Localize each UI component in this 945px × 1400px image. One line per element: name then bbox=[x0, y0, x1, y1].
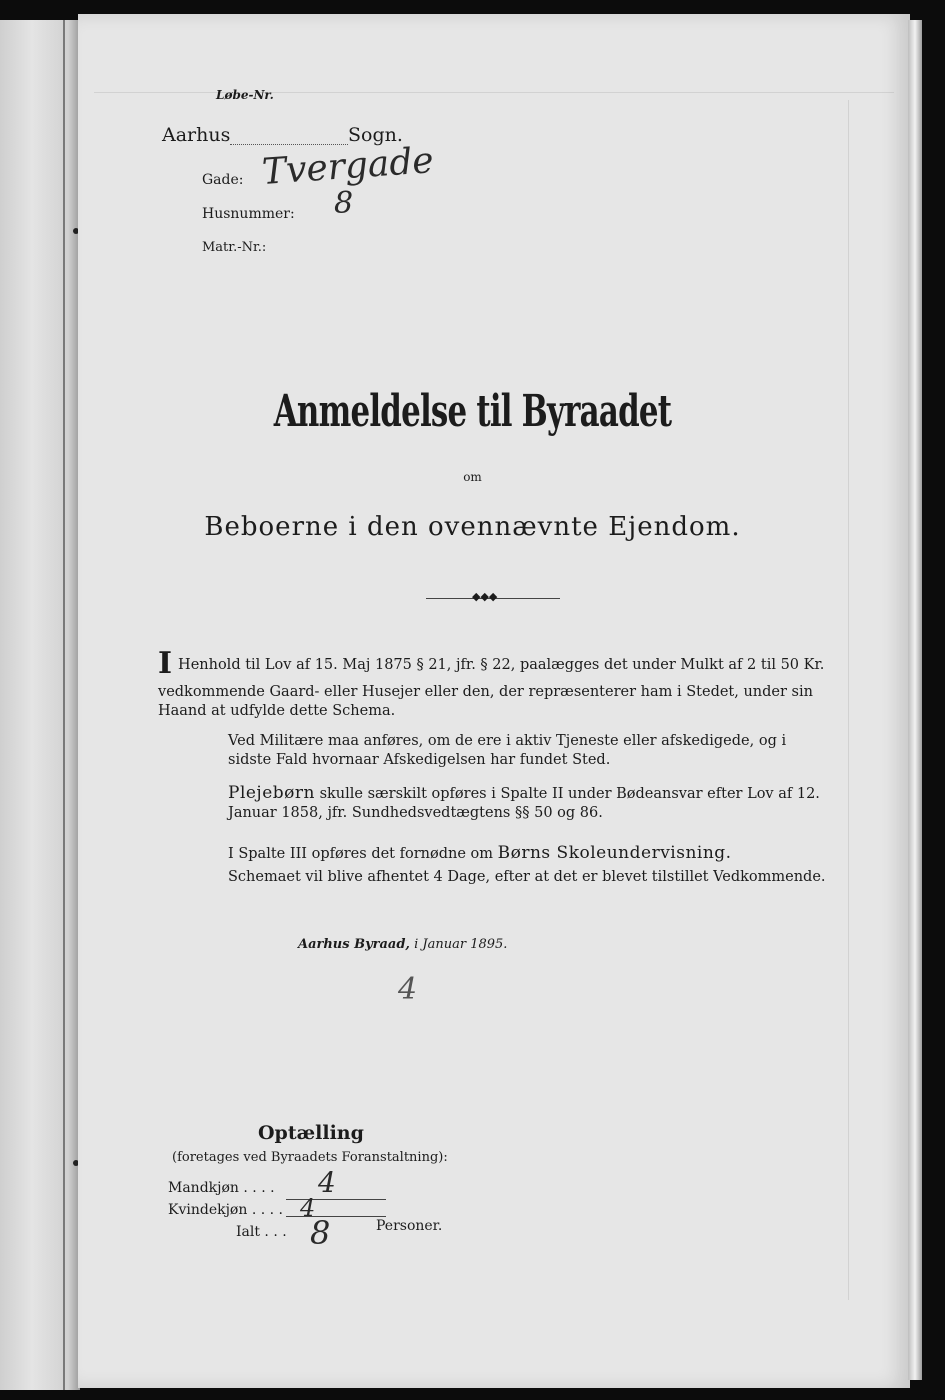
count-rule bbox=[286, 1216, 386, 1217]
bleed-through-line bbox=[94, 92, 894, 93]
page-edge bbox=[908, 20, 922, 1380]
kvinde-label: Kvindekjøn . . . . bbox=[168, 1202, 283, 1218]
kvinde-handwritten-value: 4 bbox=[300, 1194, 316, 1222]
city-label: Aarhus bbox=[162, 124, 231, 146]
instruction-paragraph-3: Plejebørn skulle særskilt opføres i Spalte II under Bødeansvar efter Lov af 12. Januar 1858, jfr. Sundhedsvedtægtens §§ 50 og 86. bbox=[228, 783, 820, 822]
left-page-fold bbox=[63, 20, 65, 1390]
matr-nr-label: Matr.-Nr.: bbox=[202, 240, 267, 255]
ialt-label: Ialt . . . bbox=[236, 1224, 287, 1240]
instruction-paragraph-5: Schemaet vil blive afhentet 4 Dage, efter at det er blevet tilstillet Vedkommende. bbox=[228, 869, 826, 885]
sogn-label: Sogn. bbox=[348, 124, 403, 146]
left-page-edge bbox=[0, 20, 80, 1390]
instruction-paragraph-1: I Henhold til Lov af 15. Maj 1875 § 21, jfr. § 22, paalægges det under Mulkt af 2 til 50 Kr. vedkommende Gaard- eller Husejer eller den, der repræsenterer ham i Stedet, under sin Haand at udfylde dette Schema. bbox=[158, 646, 825, 719]
drop-cap: I bbox=[158, 646, 173, 681]
count-subtitle: (foretages ved Byraadets Foranstaltning): bbox=[172, 1150, 448, 1165]
husnummer-label: Husnummer: bbox=[202, 206, 295, 222]
gade-handwritten-value: Tvergade bbox=[260, 140, 435, 193]
signature-line: Aarhus Byraad, i Januar 1895. bbox=[298, 937, 508, 952]
instruction-paragraph-4: I Spalte III opføres det fornødne om Børns Skoleundervisning. bbox=[228, 843, 732, 863]
ialt-handwritten-value: 8 bbox=[310, 1214, 331, 1252]
page-subtitle: Beboerne i den ovennævnte Ejendom. bbox=[204, 512, 741, 542]
ornament-diamonds: ◆◆◆ bbox=[472, 590, 498, 603]
husnummer-handwritten-value: 8 bbox=[334, 186, 354, 221]
bleed-through-line bbox=[848, 100, 849, 1300]
sogn-blank bbox=[230, 144, 348, 145]
gade-label: Gade: bbox=[202, 172, 244, 188]
mand-handwritten-value: 4 bbox=[318, 1166, 336, 1199]
title-om: om bbox=[463, 470, 482, 484]
lobe-nr-label: Løbe-Nr. bbox=[216, 88, 274, 102]
margin-mark: 4 bbox=[398, 972, 418, 1007]
personer-label: Personer. bbox=[376, 1218, 443, 1234]
instruction-paragraph-2: Ved Militære maa anføres, om de ere i aktiv Tjeneste eller afskedigede, og i sidste Fald hvornaar Afskedigelsen har fundet Sted. bbox=[228, 733, 787, 768]
count-title: Optælling bbox=[258, 1122, 364, 1144]
mand-label: Mandkjøn . . . . bbox=[168, 1180, 275, 1196]
page-title: Anmeldelse til Byraadet bbox=[273, 386, 672, 437]
